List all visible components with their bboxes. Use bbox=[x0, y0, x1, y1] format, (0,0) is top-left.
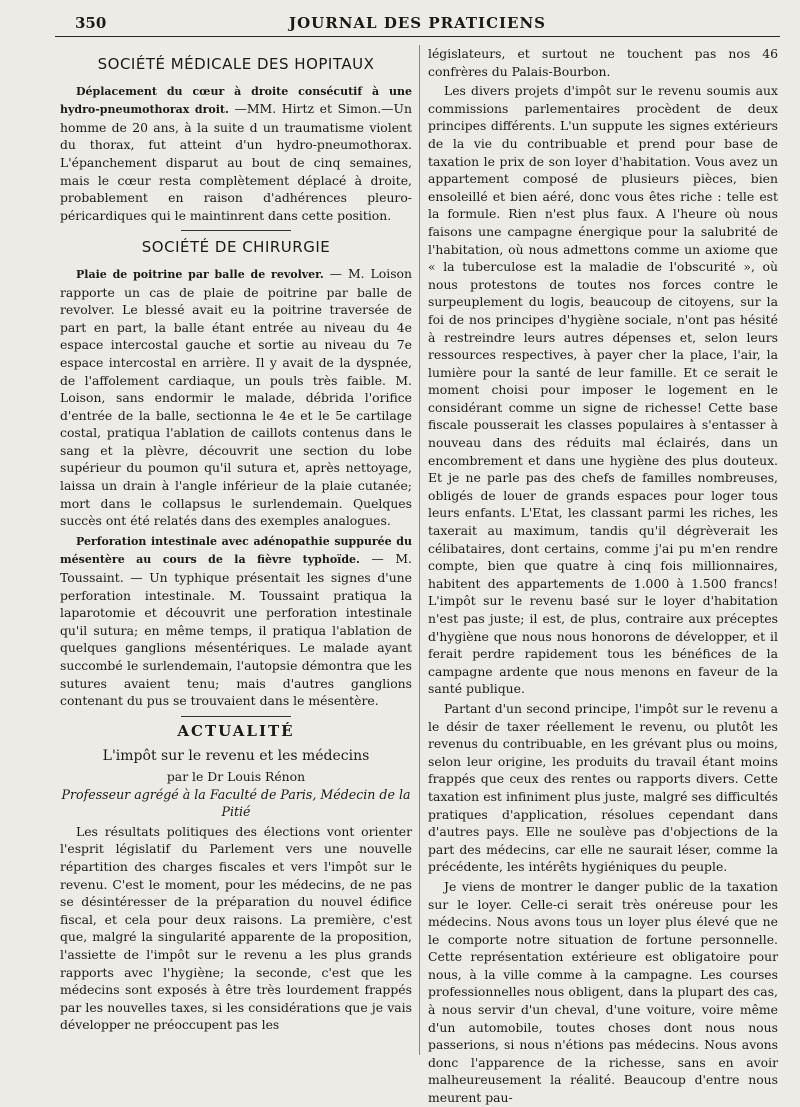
section-rule bbox=[181, 230, 291, 231]
article-byline: par le Dr Louis Rénon bbox=[166, 768, 306, 784]
report-body: —MM. Hirtz et Simon.—Un homme de 20 ans, à la suite d un traumatisme violent du thorax, fut atteint d'un hydro-pneumothorax. L'épanchement disparut au bout de cinq semaines, mais le cœur resta complètement déplacé à droite, probablement en raison d'adhérences pleuro-péricardiques qui le maintinrent dans cette position. bbox=[60, 101, 412, 223]
report-body: — M. Toussaint. — Un typhique présentait les signes d'une perforation intestinale. M. Toussaint pratiqua la laparotomie et découvrit une perforation intestinale qu'il sutura; en même temps, il pratiqua l'ablation de quelques ganglions mésentériques. Le malade ayant succombé le surlendemain, l'autopsie démontra que les sutures avaient tenu; mais d'autres ganglions contenant du pus se trouvaient dans le mésentère. bbox=[60, 551, 412, 709]
column-divider bbox=[419, 45, 420, 1055]
report-body: — M. Loison rapporte un cas de plaie de poitrine par balle de revolver. Le blessé avait eu la poitrine traversée de part en part, la balle étant entrée au niveau du 4e espace intercostal gauche et sortie au niveau du 7e espace intercostal en arrière. Il y avait de la dyspnée, de l'affolement cardiaque, un pouls très faible. M. Loison, sans endormir le malade, débrida l'orifice d'entrée de la balle, sectionna le 4e et le 5e cartilage costal, pratiqua l'ablation de caillots contenus dans le sang et la plèvre, découvrit une section du lobe supérieur du poumon qu'il sutura et, après nettoyage, laissa un drain à l'angle inférieur de la plaie cutanée; mort dans le collapsus le surlendemain. Quelques succès ont été relatés dans des exemples analogues. bbox=[60, 265, 412, 529]
article-title: L'impôt sur le revenu et les médecins bbox=[102, 748, 370, 765]
left-column bbox=[60, 48, 412, 1055]
article-paragraph: Je viens de montrer le danger public de la taxation sur le loyer. Celle-ci serait très onéreuse pour les médecins. Nous avons tous un loyer plus élevé que ne le comporte notre situation de fortune personnelle. Cette représentation extérieure est obligatoire pour nous, à la ville comme à la campagne. Les courses professionnelles nous obligent, dans la plupart des cas, à nous servir d'un cheval, d'une voiture, voire même d'un automobile, toutes choses dont nous nous passerions, si nous n'étions pas médecins. Nous avons donc l'apparence de la richesse, sans en avoir malheureusement la réalité. Beaucoup d'entre nous meurent pau- bbox=[428, 878, 778, 1106]
actualite-heading: ACTUALITÉ bbox=[177, 721, 295, 740]
report-lead: Déplacement du cœur à droite consécutif à une hydro-pneumothorax droit. bbox=[60, 84, 412, 117]
article-paragraph: législateurs, et surtout ne touchent pas nos 46 confrères du Palais-Bourbon. bbox=[428, 46, 778, 79]
section-rule bbox=[181, 716, 291, 717]
journal-title: JOURNAL DES PRATICIENS bbox=[289, 14, 546, 32]
chirurgie-report-1 bbox=[60, 265, 412, 530]
report-lead: Plaie de poitrine par balle de revolver. bbox=[76, 267, 324, 281]
right-column bbox=[428, 45, 778, 1106]
report-lead: Perforation intestinale avec adénopathie suppurée du mésentère au cours de la fièvre typhoïde. bbox=[60, 534, 412, 567]
article-paragraph: Les divers projets d'impôt sur le revenu soumis aux commissions parlementaires procèdent de deux principes différents. L'un suppute les signes extérieurs de la vie du contribuable et prend pour base de taxation le prix de son loyer d'habitation. Vous avez un appartement composé de plusieurs pièces, bien ensoleillé et bien aéré, donc vous êtes riche : telle est la formule. Rien n'est plus faux. A l'heure où nous faisons une campagne énergique pour la salubrité de l'habitation, où nous admettons comme un axiome que « la tuberculose est la maladie de l'obscurité », où nous protestons de toutes nos forces contre le surpeuplement du logis, beaucoup de citoyens, sur la foi de nos principes d'hygiène sociale, n'ont pas hésité à restreindre leurs autres dépenses et, selon leurs ressources respectives, à payer cher la place, l'air, la lumière pour la santé de leur famille. Et ce serait le moment choisi pour imposer le logement en le considérant comme un signe de richesse! Cette base fiscale pousserait les classes populaires à s'entasser à nouveau dans des réduits mal éclairés, dans un encombrement et dans une hygiène des plus douteux. Et je ne parle pas des chefs de familles nombreuses, obligés de louer de grands espaces pour loger tous leurs enfants. L'Etat, les classant parmi les riches, les taxerait au maximum, tandis qu'il dégrèverait les célibataires, dont certains, comme j'ai pu m'en rendre compte, bien que quatre à cinq fois millionnaires, habitent des appartements de 1.000 à 1.500 francs! L'impôt sur le revenu basé sur le loyer d'habitation n'est pas juste; il est, de plus, contraire aux préceptes d'hygiène que nous nous honorons de développer, et il ferait perdre rapidement tous les bénéfices de la campagne ardente que nous menons en faveur de la santé publique. bbox=[428, 83, 778, 697]
article-paragraph: Partant d'un second principe, l'impôt sur le revenu a le désir de taxer réellement le revenu, ou plutôt les revenus du contribuable, en les grévant plus ou moins, selon leur origine, les produits du travail étant moins frappés que ceux des rentes ou rapports divers. Cette taxation est infiniment plus juste, malgré ses difficultés pratiques d'application, résolues cependant dans d'autres pays. Elle ne soulève pas d'objections de la part des médecins, car elle ne saurait léser, comme la précédente, les intérêts hygiéniques du peuple. bbox=[428, 700, 778, 875]
article-paragraph: Les résultats politiques des élections vont orienter l'esprit législatif du Parlement vers une nouvelle répartition des charges fiscales et vers l'impôt sur le revenu. C'est le moment, pour les médecins, de ne pas se désintéresser de la préparation du nouvel édifice fiscal, et cela pour deux raisons. La première, c'est que, malgré la singularité apparente de la proposition, l'assiette de l'impôt sur le revenu a les plus grands rapports avec l'hygiène; la seconde, c'est que les médecins sont exposés à être très lourdement frappés par les nouvelles taxes, si les considérations que je vais développer ne préoccupent pas les bbox=[60, 823, 412, 1033]
section-title-chirurgie: SOCIÉTÉ DE CHIRURGIE bbox=[141, 238, 331, 257]
section-title-hopitaux: SOCIÉTÉ MÉDICALE DES HOPITAUX bbox=[97, 55, 375, 73]
article-affiliation: Professeur agrégé à la Faculté de Paris, Médecin de la Pitié bbox=[61, 786, 411, 820]
hopitaux-report bbox=[60, 82, 412, 225]
page-number: 350 bbox=[75, 14, 107, 32]
chirurgie-report-2 bbox=[60, 532, 412, 710]
page-header bbox=[55, 8, 780, 37]
